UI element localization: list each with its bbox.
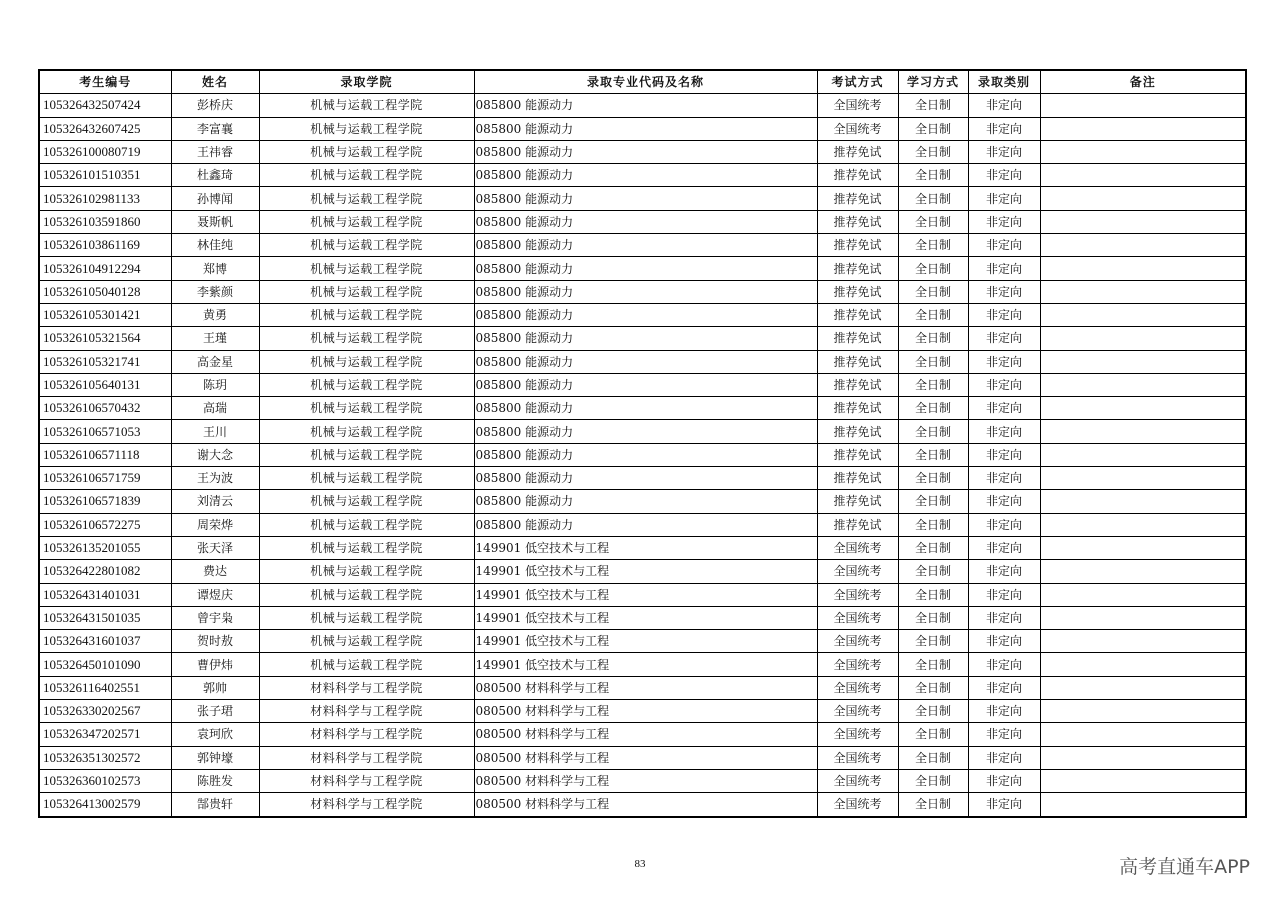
cell-name: 谢大念 <box>171 443 259 466</box>
table-row <box>39 303 1246 326</box>
cell-exam-id: 105326106571053 <box>39 420 171 443</box>
cell-remarks <box>1040 490 1246 513</box>
cell-name: 陈玥 <box>171 373 259 396</box>
cell-major: 085800 能源动力 <box>474 187 817 210</box>
header-remarks: 备注 <box>1040 70 1246 94</box>
cell-college: 机械与运载工程学院 <box>259 140 474 163</box>
cell-category: 非定向 <box>968 420 1040 443</box>
cell-category: 非定向 <box>968 257 1040 280</box>
cell-name: 郜贵轩 <box>171 793 259 817</box>
cell-remarks <box>1040 350 1246 373</box>
cell-major: 085800 能源动力 <box>474 164 817 187</box>
header-exam-type: 考试方式 <box>817 70 898 94</box>
cell-college: 机械与运载工程学院 <box>259 234 474 257</box>
cell-exam-id: 105326106571759 <box>39 467 171 490</box>
header-category: 录取类别 <box>968 70 1040 94</box>
cell-exam-id: 105326105321741 <box>39 350 171 373</box>
table-row <box>39 234 1246 257</box>
cell-major: 085800 能源动力 <box>474 303 817 326</box>
cell-exam-id: 105326106571839 <box>39 490 171 513</box>
cell-exam-id: 105326413002579 <box>39 793 171 817</box>
cell-study-mode: 全日制 <box>898 420 968 443</box>
cell-college: 材料科学与工程学院 <box>259 746 474 769</box>
cell-exam-type: 推荐免试 <box>817 210 898 233</box>
cell-name: 周荣烨 <box>171 513 259 536</box>
table-row <box>39 676 1246 699</box>
cell-remarks <box>1040 327 1246 350</box>
cell-exam-type: 推荐免试 <box>817 257 898 280</box>
cell-name: 谭煜庆 <box>171 583 259 606</box>
cell-major: 085800 能源动力 <box>474 373 817 396</box>
cell-exam-type: 推荐免试 <box>817 443 898 466</box>
cell-major: 085800 能源动力 <box>474 467 817 490</box>
cell-category: 非定向 <box>968 280 1040 303</box>
cell-name: 袁珂欣 <box>171 723 259 746</box>
cell-major: 085800 能源动力 <box>474 350 817 373</box>
table-row <box>39 257 1246 280</box>
cell-exam-id: 105326431501035 <box>39 606 171 629</box>
cell-major: 085800 能源动力 <box>474 117 817 140</box>
table-row <box>39 560 1246 583</box>
cell-study-mode: 全日制 <box>898 536 968 559</box>
cell-category: 非定向 <box>968 327 1040 350</box>
cell-name: 王川 <box>171 420 259 443</box>
cell-name: 彭桥庆 <box>171 94 259 117</box>
table-row <box>39 723 1246 746</box>
cell-name: 高瑞 <box>171 397 259 420</box>
cell-major: 149901 低空技术与工程 <box>474 630 817 653</box>
cell-exam-id: 105326105040128 <box>39 280 171 303</box>
cell-major: 085800 能源动力 <box>474 140 817 163</box>
cell-major: 080500 材料科学与工程 <box>474 676 817 699</box>
cell-exam-type: 推荐免试 <box>817 303 898 326</box>
cell-category: 非定向 <box>968 350 1040 373</box>
cell-exam-type: 推荐免试 <box>817 490 898 513</box>
cell-study-mode: 全日制 <box>898 303 968 326</box>
cell-remarks <box>1040 700 1246 723</box>
cell-exam-type: 全国统考 <box>817 700 898 723</box>
cell-major: 085800 能源动力 <box>474 280 817 303</box>
table-row <box>39 536 1246 559</box>
table-row <box>39 117 1246 140</box>
cell-exam-id: 105326351302572 <box>39 746 171 769</box>
cell-exam-id: 105326104912294 <box>39 257 171 280</box>
cell-remarks <box>1040 723 1246 746</box>
cell-college: 材料科学与工程学院 <box>259 793 474 817</box>
table-row <box>39 513 1246 536</box>
cell-remarks <box>1040 467 1246 490</box>
cell-college: 机械与运载工程学院 <box>259 397 474 420</box>
cell-major: 080500 材料科学与工程 <box>474 723 817 746</box>
cell-exam-id: 105326330202567 <box>39 700 171 723</box>
cell-study-mode: 全日制 <box>898 210 968 233</box>
cell-category: 非定向 <box>968 560 1040 583</box>
cell-college: 材料科学与工程学院 <box>259 676 474 699</box>
table-header-row <box>39 70 1246 94</box>
cell-name: 张天泽 <box>171 536 259 559</box>
cell-remarks <box>1040 164 1246 187</box>
cell-exam-type: 全国统考 <box>817 536 898 559</box>
table-row <box>39 373 1246 396</box>
page-number: 83 <box>634 858 646 870</box>
table-row <box>39 210 1246 233</box>
cell-college: 材料科学与工程学院 <box>259 723 474 746</box>
cell-college: 机械与运载工程学院 <box>259 164 474 187</box>
cell-major: 080500 材料科学与工程 <box>474 769 817 792</box>
cell-remarks <box>1040 234 1246 257</box>
cell-name: 李富襄 <box>171 117 259 140</box>
cell-study-mode: 全日制 <box>898 793 968 817</box>
cell-category: 非定向 <box>968 490 1040 513</box>
cell-college: 机械与运载工程学院 <box>259 536 474 559</box>
cell-study-mode: 全日制 <box>898 513 968 536</box>
cell-major: 085800 能源动力 <box>474 443 817 466</box>
cell-remarks <box>1040 257 1246 280</box>
cell-college: 机械与运载工程学院 <box>259 327 474 350</box>
cell-major: 085800 能源动力 <box>474 94 817 117</box>
cell-exam-type: 全国统考 <box>817 653 898 676</box>
cell-remarks <box>1040 606 1246 629</box>
cell-name: 王祎睿 <box>171 140 259 163</box>
cell-exam-type: 推荐免试 <box>817 397 898 420</box>
cell-exam-type: 全国统考 <box>817 606 898 629</box>
cell-exam-type: 推荐免试 <box>817 420 898 443</box>
cell-category: 非定向 <box>968 187 1040 210</box>
cell-exam-type: 推荐免试 <box>817 234 898 257</box>
cell-exam-type: 全国统考 <box>817 793 898 817</box>
cell-remarks <box>1040 140 1246 163</box>
cell-college: 机械与运载工程学院 <box>259 490 474 513</box>
cell-exam-id: 105326106571118 <box>39 443 171 466</box>
cell-name: 贺时敖 <box>171 630 259 653</box>
cell-exam-type: 全国统考 <box>817 769 898 792</box>
cell-study-mode: 全日制 <box>898 257 968 280</box>
cell-study-mode: 全日制 <box>898 490 968 513</box>
table-row <box>39 653 1246 676</box>
table-row <box>39 397 1246 420</box>
cell-category: 非定向 <box>968 513 1040 536</box>
cell-college: 机械与运载工程学院 <box>259 350 474 373</box>
cell-category: 非定向 <box>968 467 1040 490</box>
table-row <box>39 769 1246 792</box>
cell-name: 曾宇枭 <box>171 606 259 629</box>
cell-name: 聂斯帆 <box>171 210 259 233</box>
cell-study-mode: 全日制 <box>898 676 968 699</box>
table-row <box>39 467 1246 490</box>
cell-category: 非定向 <box>968 723 1040 746</box>
table-row <box>39 700 1246 723</box>
cell-major: 149901 低空技术与工程 <box>474 606 817 629</box>
cell-study-mode: 全日制 <box>898 583 968 606</box>
cell-name: 林佳纯 <box>171 234 259 257</box>
cell-major: 080500 材料科学与工程 <box>474 746 817 769</box>
table-row <box>39 606 1246 629</box>
cell-major: 085800 能源动力 <box>474 210 817 233</box>
cell-name: 陈胜发 <box>171 769 259 792</box>
cell-exam-type: 推荐免试 <box>817 280 898 303</box>
table-body <box>39 94 1246 817</box>
cell-college: 材料科学与工程学院 <box>259 769 474 792</box>
cell-exam-type: 推荐免试 <box>817 373 898 396</box>
cell-exam-type: 全国统考 <box>817 560 898 583</box>
cell-study-mode: 全日制 <box>898 350 968 373</box>
cell-category: 非定向 <box>968 653 1040 676</box>
cell-study-mode: 全日制 <box>898 327 968 350</box>
cell-category: 非定向 <box>968 234 1040 257</box>
cell-name: 刘清云 <box>171 490 259 513</box>
cell-remarks <box>1040 676 1246 699</box>
cell-study-mode: 全日制 <box>898 164 968 187</box>
cell-name: 王瑾 <box>171 327 259 350</box>
cell-study-mode: 全日制 <box>898 187 968 210</box>
cell-exam-id: 105326432607425 <box>39 117 171 140</box>
cell-remarks <box>1040 303 1246 326</box>
cell-study-mode: 全日制 <box>898 700 968 723</box>
cell-remarks <box>1040 769 1246 792</box>
cell-remarks <box>1040 653 1246 676</box>
cell-major: 085800 能源动力 <box>474 257 817 280</box>
cell-major: 080500 材料科学与工程 <box>474 793 817 817</box>
cell-name: 张子珺 <box>171 700 259 723</box>
cell-exam-id: 105326106570432 <box>39 397 171 420</box>
cell-study-mode: 全日制 <box>898 606 968 629</box>
cell-category: 非定向 <box>968 303 1040 326</box>
cell-name: 孙博闻 <box>171 187 259 210</box>
cell-name: 曹伊炜 <box>171 653 259 676</box>
table-row <box>39 280 1246 303</box>
cell-study-mode: 全日制 <box>898 723 968 746</box>
cell-category: 非定向 <box>968 700 1040 723</box>
cell-exam-id: 105326347202571 <box>39 723 171 746</box>
cell-major: 149901 低空技术与工程 <box>474 583 817 606</box>
cell-major: 085800 能源动力 <box>474 234 817 257</box>
cell-study-mode: 全日制 <box>898 117 968 140</box>
cell-category: 非定向 <box>968 140 1040 163</box>
cell-category: 非定向 <box>968 606 1040 629</box>
cell-name: 黄勇 <box>171 303 259 326</box>
cell-exam-id: 105326360102573 <box>39 769 171 792</box>
cell-exam-type: 全国统考 <box>817 117 898 140</box>
cell-exam-id: 105326422801082 <box>39 560 171 583</box>
cell-category: 非定向 <box>968 397 1040 420</box>
cell-remarks <box>1040 513 1246 536</box>
cell-exam-type: 全国统考 <box>817 94 898 117</box>
cell-exam-type: 推荐免试 <box>817 513 898 536</box>
cell-name: 王为波 <box>171 467 259 490</box>
cell-college: 机械与运载工程学院 <box>259 467 474 490</box>
cell-remarks <box>1040 536 1246 559</box>
cell-major: 149901 低空技术与工程 <box>474 536 817 559</box>
cell-college: 机械与运载工程学院 <box>259 560 474 583</box>
cell-major: 085800 能源动力 <box>474 420 817 443</box>
cell-major: 085800 能源动力 <box>474 490 817 513</box>
cell-category: 非定向 <box>968 94 1040 117</box>
cell-exam-type: 推荐免试 <box>817 467 898 490</box>
table-row <box>39 164 1246 187</box>
cell-remarks <box>1040 583 1246 606</box>
cell-remarks <box>1040 443 1246 466</box>
cell-college: 机械与运载工程学院 <box>259 420 474 443</box>
cell-college: 机械与运载工程学院 <box>259 606 474 629</box>
header-name: 姓名 <box>171 70 259 94</box>
cell-name: 费达 <box>171 560 259 583</box>
cell-category: 非定向 <box>968 117 1040 140</box>
cell-exam-id: 105326432507424 <box>39 94 171 117</box>
cell-exam-type: 全国统考 <box>817 676 898 699</box>
cell-exam-id: 105326101510351 <box>39 164 171 187</box>
cell-remarks <box>1040 210 1246 233</box>
cell-study-mode: 全日制 <box>898 234 968 257</box>
cell-exam-type: 全国统考 <box>817 583 898 606</box>
cell-major: 149901 低空技术与工程 <box>474 653 817 676</box>
table-row <box>39 140 1246 163</box>
cell-college: 材料科学与工程学院 <box>259 700 474 723</box>
cell-exam-type: 推荐免试 <box>817 164 898 187</box>
cell-exam-id: 105326431601037 <box>39 630 171 653</box>
cell-study-mode: 全日制 <box>898 653 968 676</box>
cell-name: 郭钟壕 <box>171 746 259 769</box>
cell-exam-id: 105326431401031 <box>39 583 171 606</box>
cell-exam-id: 105326105640131 <box>39 373 171 396</box>
cell-study-mode: 全日制 <box>898 94 968 117</box>
cell-study-mode: 全日制 <box>898 140 968 163</box>
cell-college: 机械与运载工程学院 <box>259 630 474 653</box>
cell-remarks <box>1040 94 1246 117</box>
cell-name: 杜鑫琦 <box>171 164 259 187</box>
table-row <box>39 187 1246 210</box>
cell-study-mode: 全日制 <box>898 373 968 396</box>
cell-exam-type: 推荐免试 <box>817 187 898 210</box>
cell-category: 非定向 <box>968 443 1040 466</box>
table-row <box>39 793 1246 817</box>
header-college: 录取学院 <box>259 70 474 94</box>
table-row <box>39 420 1246 443</box>
cell-exam-type: 全国统考 <box>817 723 898 746</box>
cell-college: 机械与运载工程学院 <box>259 653 474 676</box>
cell-college: 机械与运载工程学院 <box>259 210 474 233</box>
cell-college: 机械与运载工程学院 <box>259 443 474 466</box>
cell-category: 非定向 <box>968 769 1040 792</box>
cell-study-mode: 全日制 <box>898 560 968 583</box>
cell-category: 非定向 <box>968 746 1040 769</box>
cell-name: 郑博 <box>171 257 259 280</box>
cell-exam-id: 105326103591860 <box>39 210 171 233</box>
table-row <box>39 443 1246 466</box>
cell-college: 机械与运载工程学院 <box>259 187 474 210</box>
table-row <box>39 327 1246 350</box>
cell-remarks <box>1040 560 1246 583</box>
cell-category: 非定向 <box>968 373 1040 396</box>
cell-exam-id: 105326105321564 <box>39 327 171 350</box>
cell-major: 149901 低空技术与工程 <box>474 560 817 583</box>
cell-major: 085800 能源动力 <box>474 327 817 350</box>
cell-remarks <box>1040 746 1246 769</box>
cell-exam-type: 全国统考 <box>817 630 898 653</box>
cell-study-mode: 全日制 <box>898 769 968 792</box>
cell-remarks <box>1040 280 1246 303</box>
cell-category: 非定向 <box>968 164 1040 187</box>
header-exam-id: 考生编号 <box>39 70 171 94</box>
cell-study-mode: 全日制 <box>898 630 968 653</box>
cell-study-mode: 全日制 <box>898 746 968 769</box>
table-row <box>39 350 1246 373</box>
cell-major: 085800 能源动力 <box>474 397 817 420</box>
cell-category: 非定向 <box>968 630 1040 653</box>
cell-college: 机械与运载工程学院 <box>259 117 474 140</box>
cell-college: 机械与运载工程学院 <box>259 303 474 326</box>
admission-table <box>38 69 1247 818</box>
cell-exam-id: 105326135201055 <box>39 536 171 559</box>
cell-remarks <box>1040 117 1246 140</box>
table-row <box>39 630 1246 653</box>
cell-remarks <box>1040 187 1246 210</box>
cell-college: 机械与运载工程学院 <box>259 513 474 536</box>
watermark: 高考直通车APP <box>1119 856 1250 878</box>
cell-category: 非定向 <box>968 793 1040 817</box>
cell-category: 非定向 <box>968 676 1040 699</box>
cell-category: 非定向 <box>968 536 1040 559</box>
cell-remarks <box>1040 397 1246 420</box>
cell-exam-id: 105326103861169 <box>39 234 171 257</box>
cell-exam-id: 105326100080719 <box>39 140 171 163</box>
cell-exam-type: 推荐免试 <box>817 350 898 373</box>
table-row <box>39 583 1246 606</box>
cell-name: 郭帅 <box>171 676 259 699</box>
cell-remarks <box>1040 420 1246 443</box>
cell-college: 机械与运载工程学院 <box>259 280 474 303</box>
cell-category: 非定向 <box>968 210 1040 233</box>
cell-name: 李紫颜 <box>171 280 259 303</box>
cell-remarks <box>1040 793 1246 817</box>
table-row <box>39 490 1246 513</box>
cell-exam-type: 全国统考 <box>817 746 898 769</box>
cell-exam-id: 105326105301421 <box>39 303 171 326</box>
table-row <box>39 746 1246 769</box>
cell-study-mode: 全日制 <box>898 280 968 303</box>
cell-exam-id: 105326106572275 <box>39 513 171 536</box>
cell-remarks <box>1040 373 1246 396</box>
cell-exam-type: 推荐免试 <box>817 327 898 350</box>
cell-study-mode: 全日制 <box>898 397 968 420</box>
cell-college: 机械与运载工程学院 <box>259 257 474 280</box>
cell-study-mode: 全日制 <box>898 443 968 466</box>
header-study-mode: 学习方式 <box>898 70 968 94</box>
cell-name: 高金星 <box>171 350 259 373</box>
cell-exam-type: 推荐免试 <box>817 140 898 163</box>
header-major: 录取专业代码及名称 <box>474 70 817 94</box>
cell-exam-id: 105326102981133 <box>39 187 171 210</box>
cell-exam-id: 105326116402551 <box>39 676 171 699</box>
table-row <box>39 94 1246 117</box>
cell-study-mode: 全日制 <box>898 467 968 490</box>
cell-college: 机械与运载工程学院 <box>259 583 474 606</box>
cell-category: 非定向 <box>968 583 1040 606</box>
cell-exam-id: 105326450101090 <box>39 653 171 676</box>
cell-major: 085800 能源动力 <box>474 513 817 536</box>
cell-college: 机械与运载工程学院 <box>259 94 474 117</box>
cell-major: 080500 材料科学与工程 <box>474 700 817 723</box>
cell-college: 机械与运载工程学院 <box>259 373 474 396</box>
cell-remarks <box>1040 630 1246 653</box>
